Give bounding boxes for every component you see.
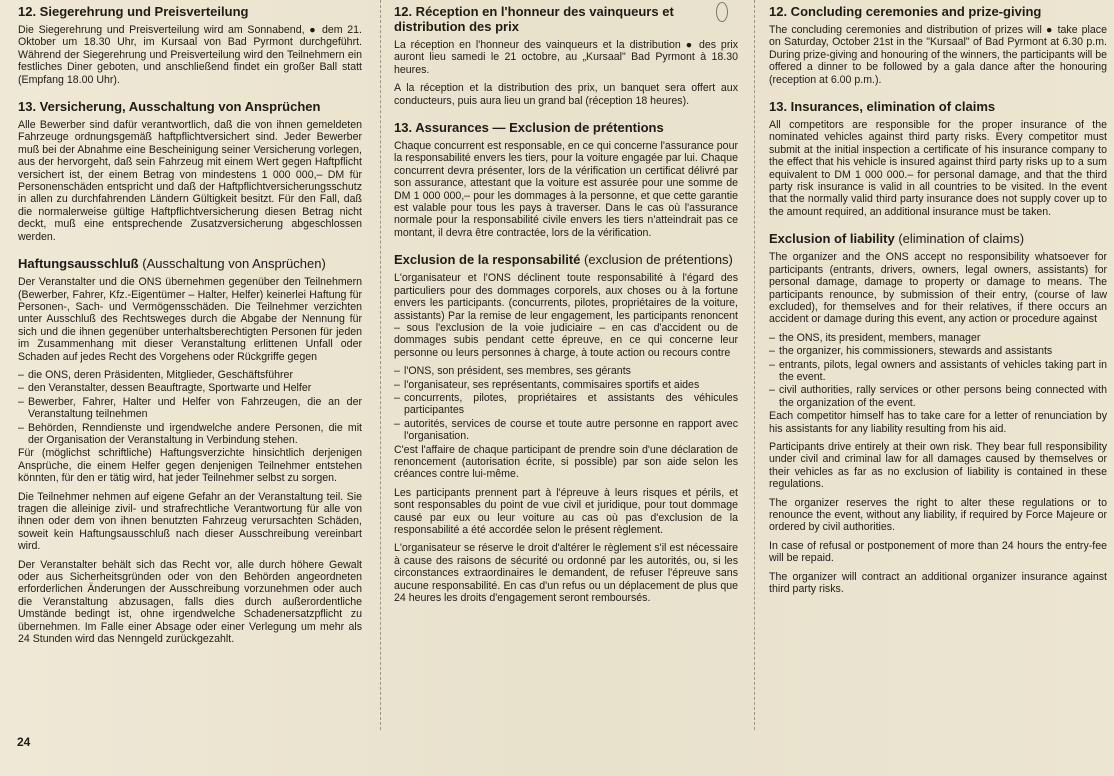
german-section-prize-giving [18, 4, 362, 86]
section-heading: 13. Insurances, elimination of claims [769, 99, 996, 115]
list-item: – concurrents, pilotes, propriétaires et assistants des véhicules participantes [394, 392, 738, 417]
list-item: – den Veranstalter, dessen Beauftragte, Sportwarte und Helfer [18, 382, 362, 394]
paragraph: The organizer will contract an additional organizer insurance against third party risks. [769, 570, 1107, 596]
list-item: – civil authorities, rally services or other persons being connected with the organization of the event. [769, 384, 1107, 409]
paragraph: Die Siegerehrung und Preisverteilung wird am Sonnabend, ● dem 21. Oktober um 18.30 Uhr, im Kursaal von Bad Pyrmont durchgeführt. Während der Siegerehrung und Preisverteilung wird den Teilnehmern ein festliches Diner geboten, und anschließend findet ein großer Ball statt (Empfang 18.00 Uhr). [18, 24, 362, 86]
section-heading [394, 252, 738, 267]
german-section-insurance [18, 99, 362, 243]
paragraph: Der Veranstalter und die ONS übernehmen gegenüber den Teilnehmern (Bewerber, Fahrer, Kfz.-Eigentümer – Halter, Helfer) keinerlei Haftung für Personen-, Sach- und Vermögensschäden. Die Teilnehmer verzichten unter Ausschluß des Rechtsweges durch die Abgabe der Nennung für sich und die ihnen gegenüber unterhaltsberechtigten Personen für jeden im Zusammenhang mit dieser Veranstaltung erlittenen Unfall oder Schaden auf jedes Recht des Vorgehens oder Rückgriffe gegen [18, 276, 362, 363]
english-column [769, 4, 1107, 608]
section-heading-bold: Exclusion de la responsabilité [394, 252, 581, 268]
paragraph: Participants drive entirely at their own risk. They bear full responsibility under civil and criminal law for all damages caused by themselves or their vehicles as far as no exclusion of liability is contained in these regulations. [769, 440, 1107, 491]
list-item: – the organizer, his commissioners, stewards and assistants [769, 345, 1107, 357]
page-number: 24 [17, 735, 31, 749]
french-section-insurance [394, 120, 738, 239]
section-heading-bold: Exclusion of liability [769, 231, 895, 247]
paragraph: Für (möglichst schriftliche) Haftungsverzichte hinsichtlich derjenigen Ansprüche, die einem Helfer gegen denjenigen Teilnehmer entstehen könnten, für den er tätig wird, hat jeder Teilnehmer selbst zu sorgen. [18, 447, 362, 485]
paragraph: Each competitor himself has to take care for a letter of renunciation by his assistants for any liability resulting from his aid. [769, 410, 1107, 435]
paragraph: L'organisateur se réserve le droit d'altérer le règlement s'il est nécessaire à cause des raisons de sécurité ou ordonné par les autorités, ou, si les circonstances extraordinaires le demandent, de refuser l'épreuve sans aucune responsabilité. En cas d'un refus ou un déplacement de plus que 24 heures les droits d'engagement seront remboursés. [394, 542, 738, 605]
french-section-liability [394, 252, 738, 604]
paragraph: La réception en l'honneur des vainqueurs et la distribution ● des prix auront lieu samedi le 21 octobre, au „Kursaal" Bad Pyrmont à 18.30 heures. [394, 39, 738, 76]
german-column [18, 4, 362, 658]
paragraph: Alle Bewerber sind dafür verantwortlich, daß die von ihnen gemeldeten Fahrzeuge ordnungsgemäß haftpflichtversichert sind. Jeder Bewerber muß bei der Abnahme eine Bescheinigung seiner Versicherung vorlegen, aus der hervorgeht, daß sein Fahrzeug mit einem Wert gegen Haftpflicht versichert ist, der einem Betrag von mindestens 1 000 000,– DM für Personenschäden entspricht und daß der Haftpflichtversicherungsschutz in allen zu durchfahrenden Ländern Gültigkeit besitzt. Für den Fall, daß die normalerweise gültige Haftpflichtversicherung diesen Betrag nicht deckt, muß eine entsprechende Zusatzversicherung abgeschlossen werden. [18, 119, 362, 243]
section-heading-suffix: (exclusion de prétentions) [580, 252, 733, 268]
paragraph: Die Teilnehmer nehmen auf eigene Gefahr an der Veranstaltung teil. Sie tragen die alleinige zivil- und strafrechtliche Verantwortung für alle von ihnen oder dem von ihnen benutzten Fahrzeug verursachten Schäden, soweit kein Haftungsausschluß nach dieser Ausschreibung vereinbart wird. [18, 490, 362, 553]
list-item: – entrants, pilots, legal owners and assistants of vehicles taking part in the event. [769, 359, 1107, 384]
paragraph: C'est l'affaire de chaque participant de prendre soin d'une déclaration de renoncement (autorisation écrite, si possible) par son aide selon les créances contre lui-même. [394, 443, 738, 481]
section-heading: 12. Concluding ceremonies and prize-giving [769, 4, 1042, 19]
french-column [394, 4, 738, 617]
paragraph: Der Veranstalter behält sich das Recht vor, alle durch höhere Gewalt oder aus Sicherheitsgründen oder von den Behörden angeordneten erforderlichen Änderungen der Ausschreibung vorzunehmen oder auch die Veranstaltung abzusagen, falls dies durch außerordentliche Umstände bedingt ist, ohne irgendwelche Schadenersatzpflicht zu übernehmen. Im Falle einer Absage oder einer Verlegung um mehr als 24 Stunden wird das Nenngeld zurückgezahlt. [18, 558, 362, 646]
list-item: – l'ONS, son président, ses membres, ses gérants [394, 365, 738, 377]
section-heading: 12. Réception en l'honneur des vainqueurs et distribution des prix [394, 4, 674, 34]
section-heading-suffix: (Ausschaltung von Ansprüchen) [138, 256, 326, 272]
paragraph: A la réception et la distribution des prix, un banquet sera offert aux conducteurs, puis aura lieu un grand bal (réception 18 heures). [394, 82, 738, 107]
french-section-reception [394, 4, 738, 107]
german-section-liability [18, 256, 362, 645]
section-heading-suffix: (elimination of claims) [894, 231, 1025, 247]
list-item: – l'organisateur, ses représentants, commisaires sportifs et aides [394, 379, 738, 391]
section-heading [18, 256, 362, 271]
list-item: – autorités, services de course et toute autre personne en rapport avec l'organisation. [394, 418, 738, 443]
english-section-ceremonies [769, 4, 1107, 86]
paragraph: All competitors are responsible for the proper insurance of the nominated vehicles against third party risks. Every competitor must submit at the initial inspection a certificate of his insurance company to the effect that his vehicle is insured against third party risks up to a sum equivalent to DM 1 000 000.– for personal damage, and that the third party risk insurance is valid in all countries to be visited. In the event that the normally valid third party insurance does not supply cover up to the amount required, an additional insurance must be taken. [769, 119, 1107, 218]
list-item: – Behörden, Renndienste und irgendwelche andere Personen, die mit der Organisation der Veranstaltung in Verbindung stehen. [18, 422, 362, 447]
column-divider [380, 0, 381, 730]
paragraph: L'organisateur et l'ONS déclinent toute responsabilité à l'égard des particuliers pour des dommages corporels, aux choses ou à la fortune envers les participants. (concurrents, pilotes, propriétaires de la voiture, assistants) Par la remise de leur engagement, les participants renoncent – sous l'exclusion de la voie judiciaire – en cas d'accident ou de dommages subis pendant cette épreuve, en ce qui concerne leur personne ou leurs personnes à charge, à toute action ou recours contre [394, 272, 738, 359]
section-heading: 13. Assurances — Exclusion de prétentions [394, 120, 664, 136]
section-heading: 12. Siegerehrung und Preisverteilung [18, 4, 249, 19]
section-heading-bold: Haftungsausschluß [18, 256, 139, 272]
english-section-insurance [769, 99, 1107, 218]
paragraph: In case of refusal or postponement of more than 24 hours the entry-fee will be repaid. [769, 539, 1107, 565]
list-item: – die ONS, deren Präsidenten, Mitglieder, Geschäftsführer [18, 369, 362, 381]
column-divider [754, 0, 755, 730]
section-heading: 13. Versicherung, Ausschaltung von Ansprüchen [18, 99, 321, 115]
section-heading [769, 231, 1107, 246]
paragraph: The organizer and the ONS accept no responsibility whatsoever for participants (entrants, drivers, owners, legal owners, assistants) for personal damage, damage to property or damage to means. The participants renounce, by submission of their entry, (course of law excluded), for themselves and for their relatives, if there occurs an accident or damage during this event, any action or procedure against [769, 251, 1107, 326]
paragraph: The organizer reserves the right to alter these regulations or to renounce the event, without any liability, if required by Force Majeure or ordered by civil authorities. [769, 496, 1107, 534]
list-item: – the ONS, its president, members, manager [769, 332, 1107, 344]
english-section-liability [769, 231, 1107, 595]
paragraph: The concluding ceremonies and distribution of prizes will ● take place on Saturday, October 21st in the "Kursaal" of Bad Pyrmont at 6.30 p.m. During prize-giving and honouring of the winners, the participants will be offered a dinner to be followed by a gala dance after the honouring (reception at 6.00 p.m.). [769, 24, 1108, 86]
list-item: – Bewerber, Fahrer, Halter und Helfer von Fahrzeugen, die an der Veranstaltung teilnehmen [18, 396, 362, 421]
paragraph: Les participants prennent part à l'épreuve à leurs risques et périls, et sont responsables du point de vue civil et juridique, pour tout dommage causé par eux ou leur voiture au cas où pas d'exclusion de la responsabilité a été accordée selon le présent règlement. [394, 486, 738, 536]
paragraph: Chaque concurrent est responsable, en ce qui concerne l'assurance pour la responsabilité envers les tiers, pour la voiture engagée par lui. Chaque concurrent devra présenter, lors de la vérification un certificat délivré par son assurance, attestant que la voiture est assurée pour une somme de DM 1 000 000,– pour les dommages à la personne, et que cette garantie est valable pour tous les pays à traverser. Dans le cas où l'assurance normale pour la responsabilité civile envers les tiers n'atteindrait pas ce montant, il devra être contractée, lors de la vérification. [394, 140, 738, 239]
